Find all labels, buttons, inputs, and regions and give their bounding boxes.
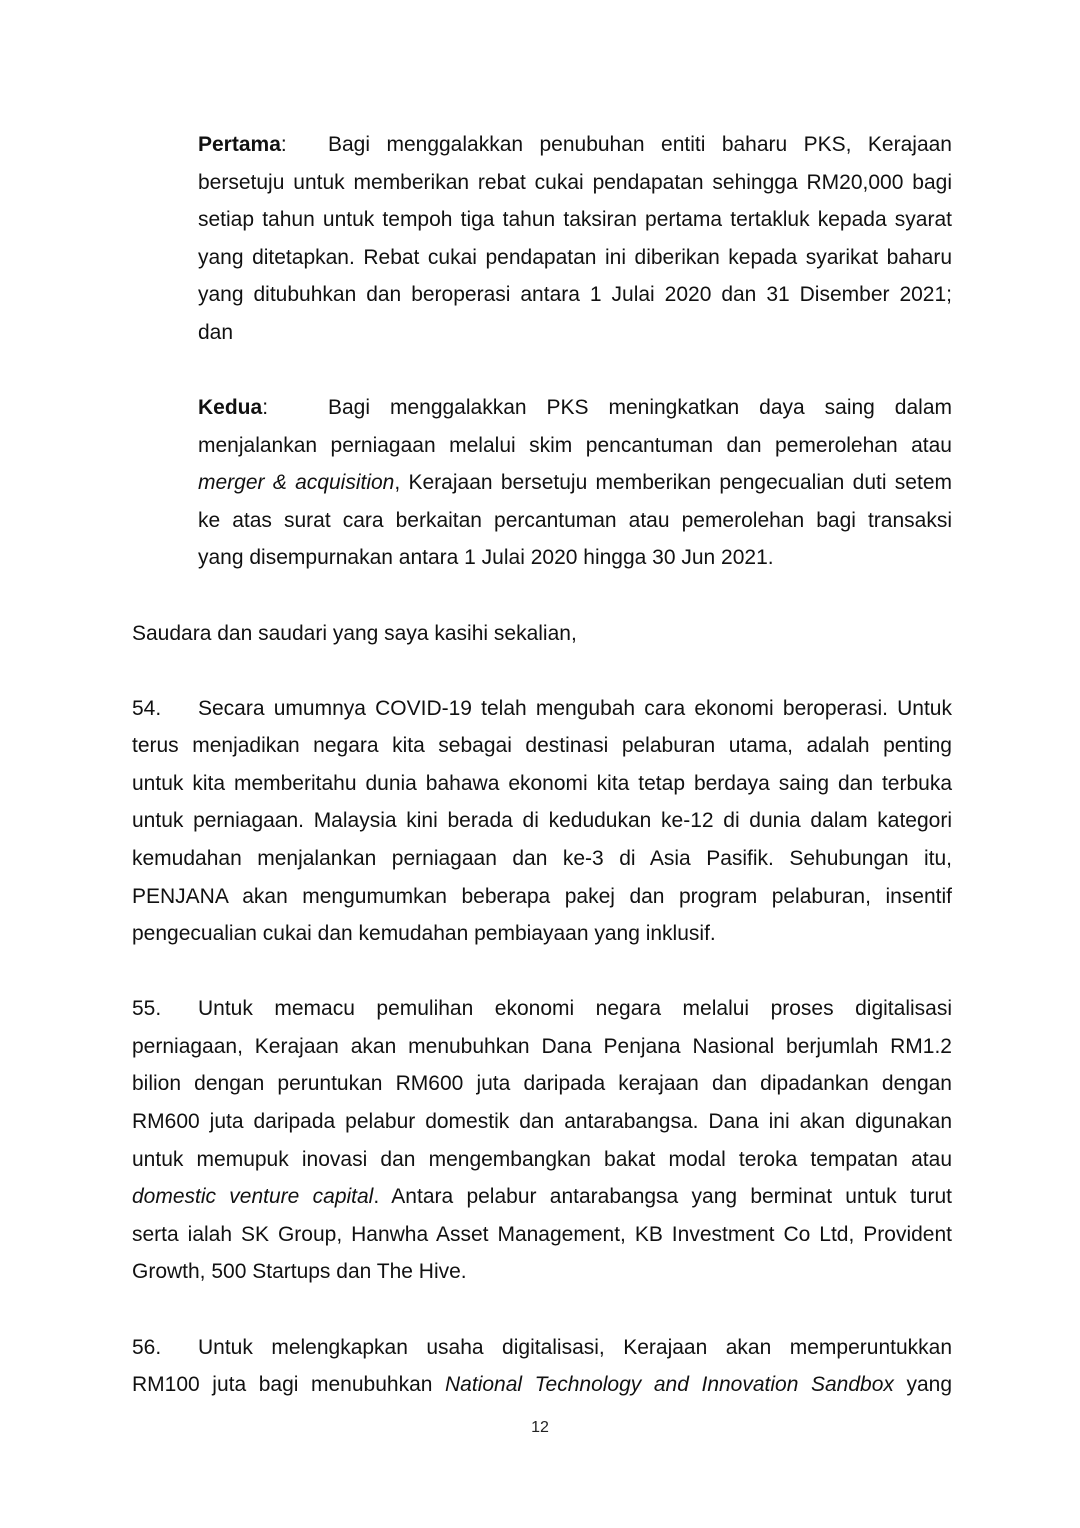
- italic-term: National Technology and Innovation Sandbox: [445, 1373, 894, 1397]
- text-line: [132, 1178, 952, 1216]
- paragraph-number: 55.: [132, 997, 162, 1021]
- numbered-paragraph: [132, 990, 952, 1291]
- text-line: [132, 1216, 952, 1254]
- line-text: untuk perniagaan. Malaysia kini berada di kedudukan ke-12 di dunia dalam kategori: [132, 809, 952, 833]
- line-text: yang ditubuhkan dan beroperasi antara 1 Julai 2020 dan 31 Disember 2021;: [198, 283, 952, 307]
- text-line: [198, 276, 952, 314]
- labeled-paragraph: [198, 389, 952, 577]
- text-line: [198, 314, 952, 352]
- text-line: [132, 1253, 952, 1291]
- line-text: Bagi menggalakkan penubuhan entiti baharu PKS, Kerajaan: [328, 133, 952, 156]
- text-segment: RM100 juta bagi menubuhkan: [132, 1373, 446, 1397]
- text-line: [132, 1028, 952, 1066]
- line-text: ke atas surat cara berkaitan percantuman atau pemerolehan bagi transaksi: [198, 508, 952, 532]
- text-line: [198, 201, 952, 239]
- line-text: dan: [198, 320, 234, 344]
- line-text: RM600 juta daripada pelabur domestik dan antarabangsa. Dana ini akan digunakan: [132, 1110, 952, 1134]
- text-line: [198, 464, 952, 502]
- line-text: [132, 1178, 952, 1216]
- text-line: [132, 802, 952, 840]
- line-text: serta ialah SK Group, Hanwha Asset Management, KB Investment Co Ltd, Provident: [132, 1222, 952, 1246]
- paragraph-label: [198, 126, 328, 164]
- labeled-paragraph: [198, 126, 952, 351]
- text-line: [132, 765, 952, 803]
- line-text: Untuk memacu pemulihan ekonomi negara melalui proses digitalisasi: [198, 997, 952, 1021]
- line-text: perniagaan, Kerajaan akan menubuhkan Dana Penjana Nasional berjumlah RM1.2: [132, 1034, 952, 1058]
- label-suffix: :: [280, 133, 287, 156]
- line-text: pengecualian cukai dan kemudahan pembiayaan yang inklusif.: [132, 922, 716, 946]
- line-text: untuk memupuk inovasi dan mengembangkan bakat modal teroka tempatan atau: [132, 1147, 952, 1171]
- line-text: Saudara dan saudari yang saya kasihi sekalian,: [132, 621, 577, 645]
- text-line: [132, 840, 952, 878]
- line-text: menjalankan perniagaan melalui skim pencantuman dan pemerolehan atau: [198, 433, 952, 457]
- text-line: [198, 126, 952, 164]
- line-text: Bagi menggalakkan PKS meningkatkan daya saing dalam: [328, 396, 952, 420]
- text-line: [198, 164, 952, 202]
- text-line: [132, 1329, 952, 1367]
- line-text: Growth, 500 Startups dan The Hive.: [132, 1260, 467, 1284]
- line-text: untuk kita memberitahu dunia bahawa ekonomi kita tetap berdaya saing dan terbuka: [132, 771, 952, 795]
- text-line: [132, 1366, 952, 1404]
- label-text: Kedua: [198, 396, 263, 420]
- document-body: [0, 126, 1080, 1404]
- line-text: [132, 1366, 952, 1404]
- text-line: [132, 1103, 952, 1141]
- label-suffix: :: [262, 396, 269, 420]
- line-text: kemudahan menjalankan perniagaan dan ke-3 di Asia Pasifik. Sehubungan itu,: [132, 846, 952, 870]
- line-text: Untuk melengkapkan usaha digitalisasi, Kerajaan akan memperuntukkan: [198, 1335, 952, 1359]
- text-line: [198, 539, 952, 577]
- text-line: [198, 427, 952, 465]
- text-line: [132, 615, 952, 653]
- line-text: Secara umumnya COVID-19 telah mengubah cara ekonomi beroperasi. Untuk: [198, 696, 952, 720]
- paragraph-label: [198, 389, 328, 427]
- italic-term: domestic venture capital: [132, 1185, 374, 1209]
- line-text: terus menjadikan negara kita sebagai destinasi pelaburan utama, adalah penting: [132, 734, 952, 758]
- text-line: [132, 727, 952, 765]
- text-line: [132, 690, 952, 728]
- line-text: setiap tahun untuk tempoh tiga tahun taksiran pertama tertakluk kepada syarat: [198, 208, 952, 232]
- paragraph-number: 56.: [132, 1335, 162, 1359]
- label-text: Pertama: [198, 133, 281, 156]
- text-segment: yang: [893, 1373, 952, 1397]
- line-text: yang disempurnakan antara 1 Julai 2020 hingga 30 Jun 2021.: [198, 546, 774, 570]
- text-line: [198, 239, 952, 277]
- line-text: bilion dengan peruntukan RM600 juta daripada kerajaan dan dipadankan dengan: [132, 1072, 952, 1096]
- page-number: 12: [531, 1419, 549, 1436]
- numbered-paragraph: [132, 1329, 952, 1404]
- paragraph-number: 54.: [132, 696, 162, 720]
- line-text: [198, 464, 952, 502]
- plain-paragraph: [132, 615, 952, 653]
- text-line: [132, 1065, 952, 1103]
- line-text: yang ditetapkan. Rebat cukai pendapatan ini diberikan kepada syarikat baharu: [198, 245, 952, 269]
- text-line: [132, 1141, 952, 1179]
- text-line: [132, 878, 952, 916]
- text-line: [198, 502, 952, 540]
- text-segment: , Kerajaan bersetuju memberikan pengecualian duti setem: [394, 471, 952, 495]
- text-segment: . Antara pelabur antarabangsa yang berminat untuk turut: [373, 1185, 952, 1209]
- text-line: [198, 389, 952, 427]
- line-text: PENJANA akan mengumumkan beberapa pakej dan program pelaburan, insentif: [132, 884, 952, 908]
- text-line: [132, 990, 952, 1028]
- line-text: bersetuju untuk memberikan rebat cukai pendapatan sehingga RM20,000 bagi: [198, 170, 952, 194]
- numbered-paragraph: [132, 690, 952, 953]
- italic-term: merger & acquisition: [198, 471, 395, 495]
- text-line: [132, 915, 952, 953]
